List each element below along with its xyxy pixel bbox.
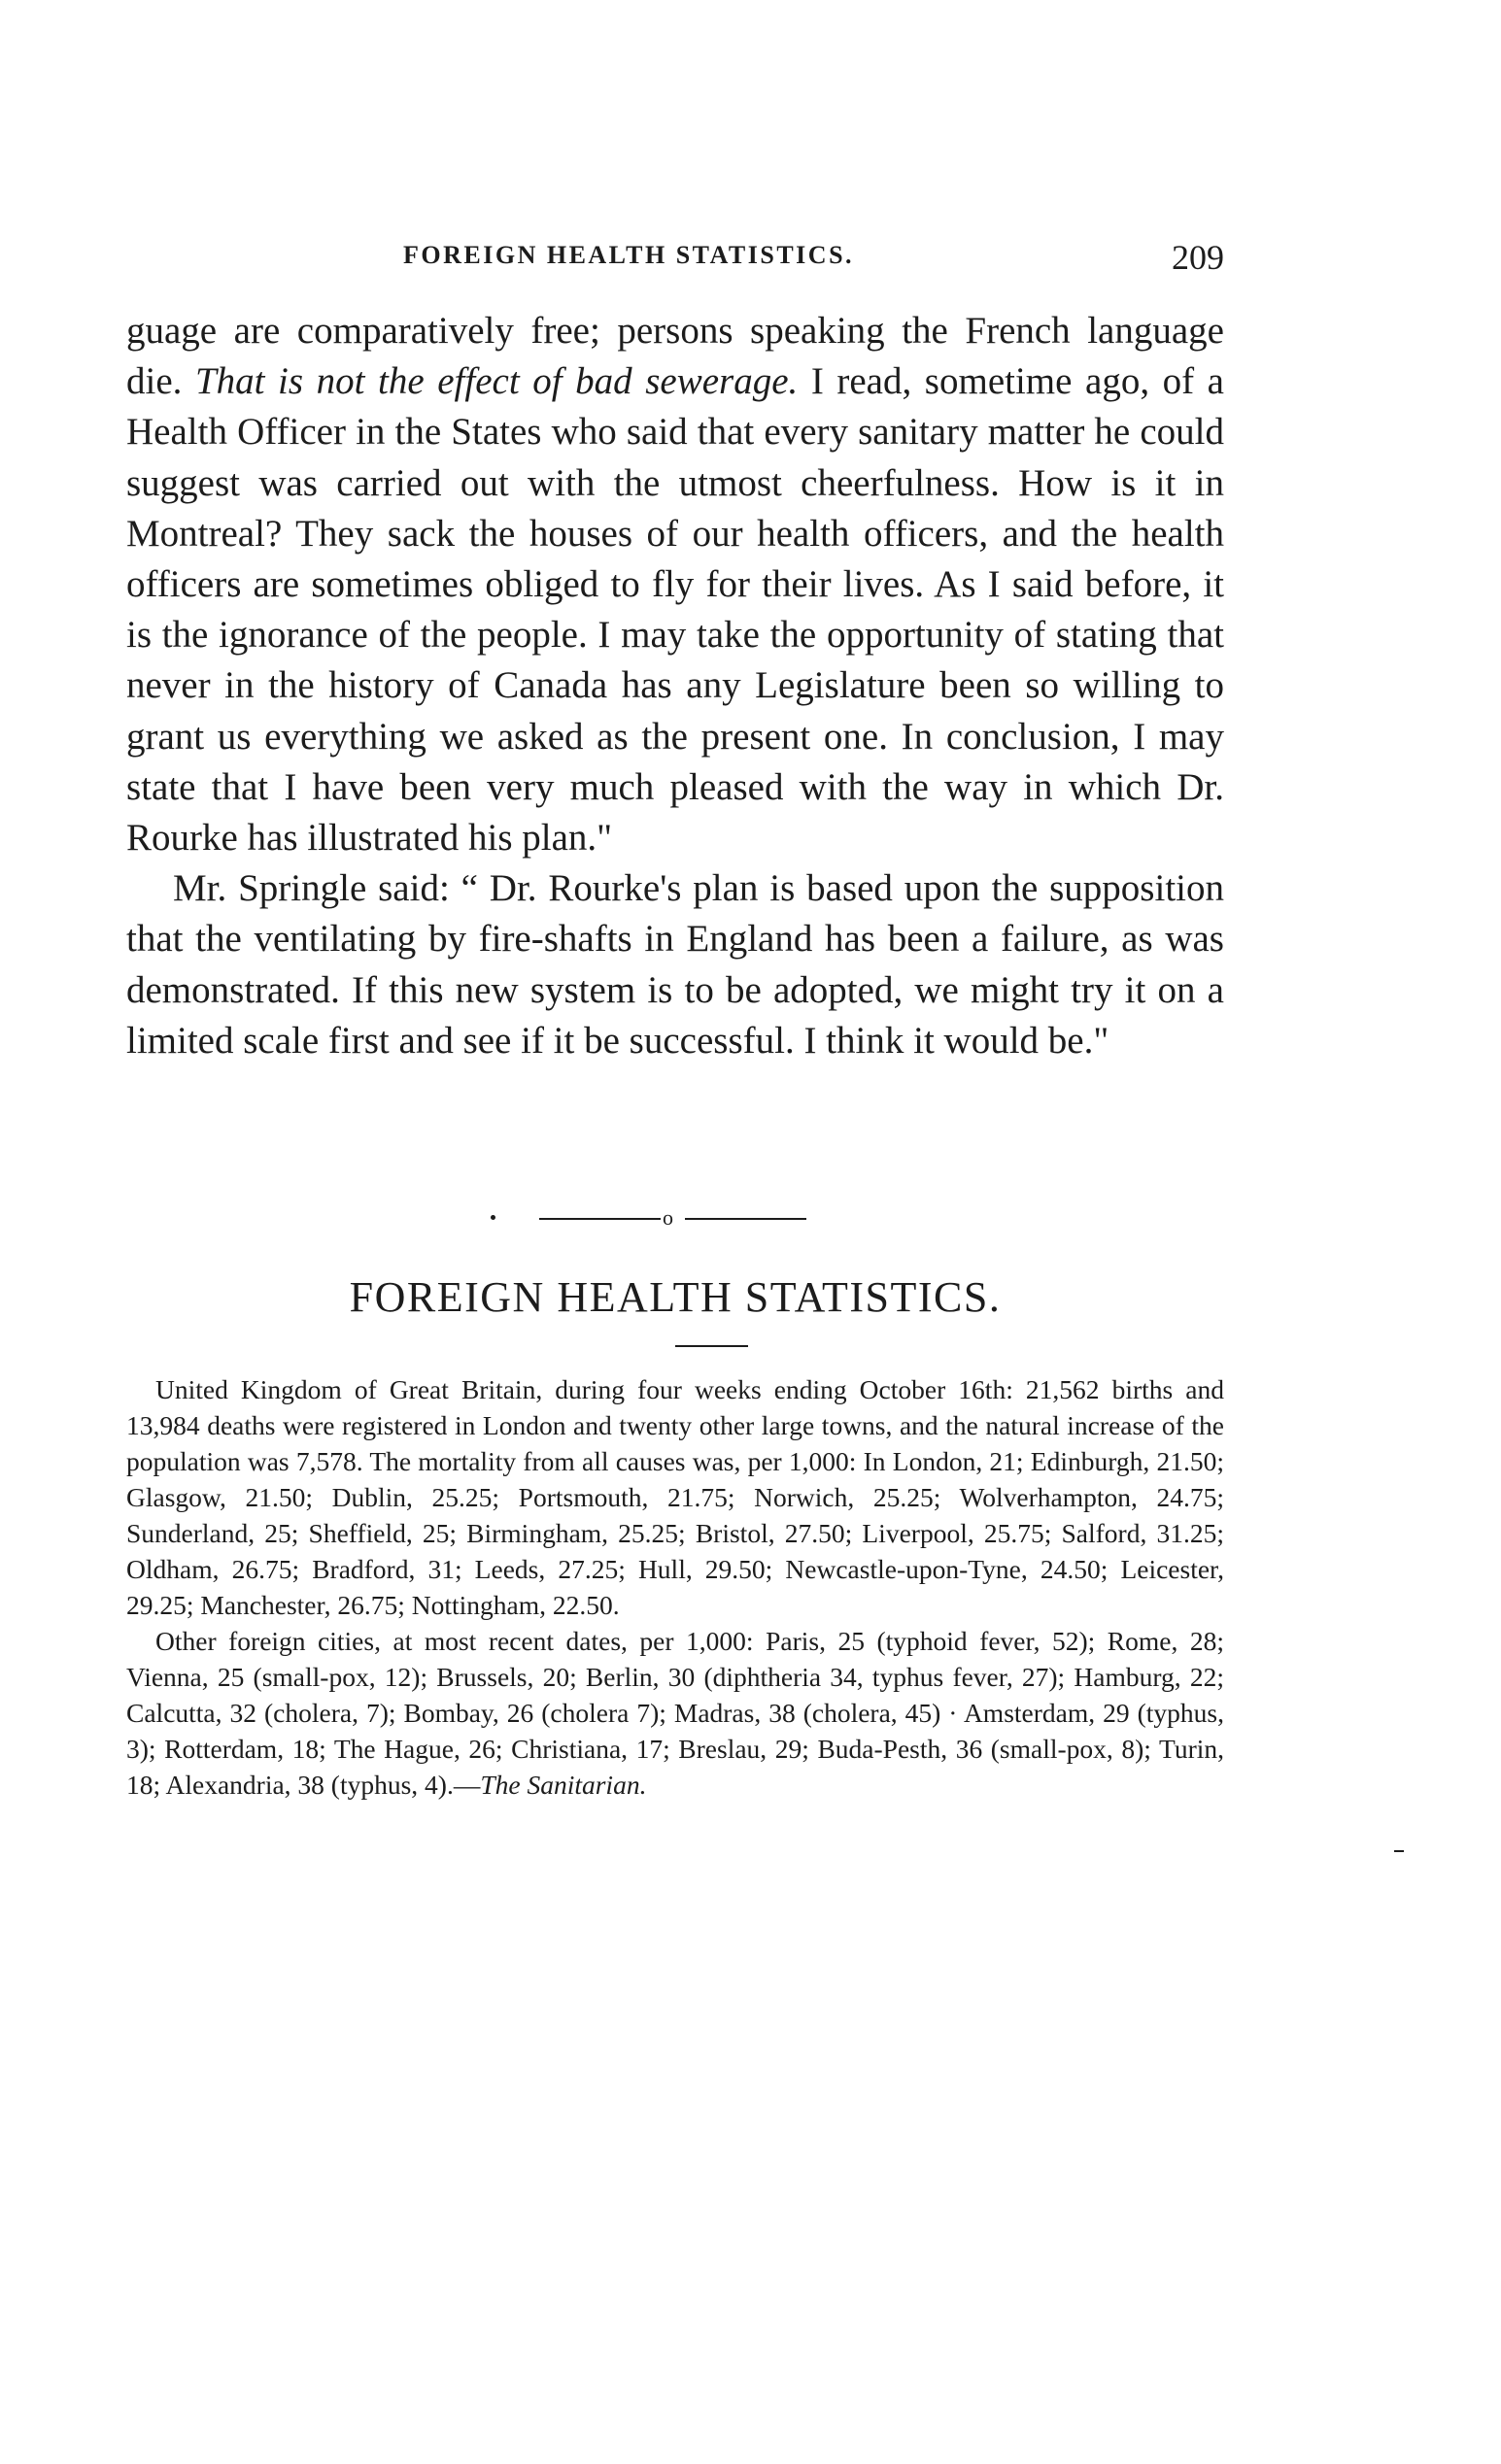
paragraph-text: I read, sometime ago, of a Health Officer in the States who said that every sanitary matter he could suggest was carried out with the utmost cheerfulness. How is it in Montreal? They sack the houses of our health officers, and the health officers are sometimes obliged to fly for their lives. As I said before, it is the ignorance of the people. I may take the opportunity of stating that never in the history of Canada has any Legislature been so willing to grant us everything we asked as the present one. In conclusion, I may state that I have been very much pleased with the way in which Dr. Rourke has illustrated his plan." xyxy=(126,360,1224,860)
paragraph-text: Other foreign cities, at most recent dates, per 1,000: Paris, 25 (typhoid fever, 52); Rome, 28; Vienna, 25 (small-pox, 12); Brussels, 20; Berlin, 30 (diphtheria 34, typhus fever, 27); Hamburg, 22; Calcutta, 32 (cholera, 7); Bombay, 26 (cholera 7); Madras, 38 (cholera, 45) · Amsterdam, 29 (typhus, 3); Rotterdam, 18; The Hague, 26; Christiana, 17; Breslau, 29; Buda-Pesth, 36 (small-pox, 8); Turin, 18; Alexandria, 38 (typhus, 4).— xyxy=(126,1626,1224,1800)
italic-phrase: That is not the effect of bad sewerage. xyxy=(194,360,799,403)
section-title: FOREIGN HEALTH STATISTICS. xyxy=(349,1273,1002,1321)
separator-line xyxy=(539,1218,661,1220)
separator-ornament: o xyxy=(663,1205,673,1230)
paragraph-text: guage are comparatively free; persons speaking the French language die. xyxy=(126,310,1224,403)
article-body xyxy=(126,306,1224,1066)
article-paragraph: Mr. Springle said: “ Dr. Rourke's plan is based upon the supposition that the ventilating by fire-shafts in England has been a failure, as was demonstrated. If this new system is to be adopted, we might try it on a limited scale first and see if it be successful. I think it would be." xyxy=(126,867,1224,1062)
page-number: 209 xyxy=(1172,238,1224,277)
statistics-paragraph: United Kingdom of Great Britain, during four weeks ending October 16th: 21,562 births and 13,984 deaths were registered in London and twenty other large towns, and the natural increase of the population was 7,578. The mortality from all causes was, per 1,000: In London, 21; Edinburgh, 21.50; Glasgow, 21.50; Dublin, 25.25; Portsmouth, 21.75; Norwich, 25.25; Wolverhampton, 24.75; Sunderland, 25; Sheffield, 25; Birmingham, 25.25; Bristol, 27.50; Liverpool, 25.75; Salford, 31.25; Oldham, 26.75; Bradford, 31; Leeds, 27.25; Hull, 29.50; Newcastle-upon-Tyne, 24.50; Leicester, 29.25; Manchester, 26.75; Nottingham, 22.50. xyxy=(126,1374,1224,1620)
source-citation: The Sanitarian. xyxy=(480,1770,647,1800)
separator-line xyxy=(685,1218,806,1220)
statistics-body xyxy=(126,1371,1224,1803)
separator-dot xyxy=(491,1215,495,1220)
article-paragraph xyxy=(126,306,1224,863)
running-head xyxy=(126,238,1224,280)
statistics-paragraph xyxy=(126,1623,1224,1803)
stray-print-mark xyxy=(1394,1850,1404,1852)
title-underline-rule xyxy=(675,1345,748,1347)
section-separator xyxy=(539,1204,860,1233)
running-title: FOREIGN HEALTH STATISTICS. xyxy=(403,241,855,269)
